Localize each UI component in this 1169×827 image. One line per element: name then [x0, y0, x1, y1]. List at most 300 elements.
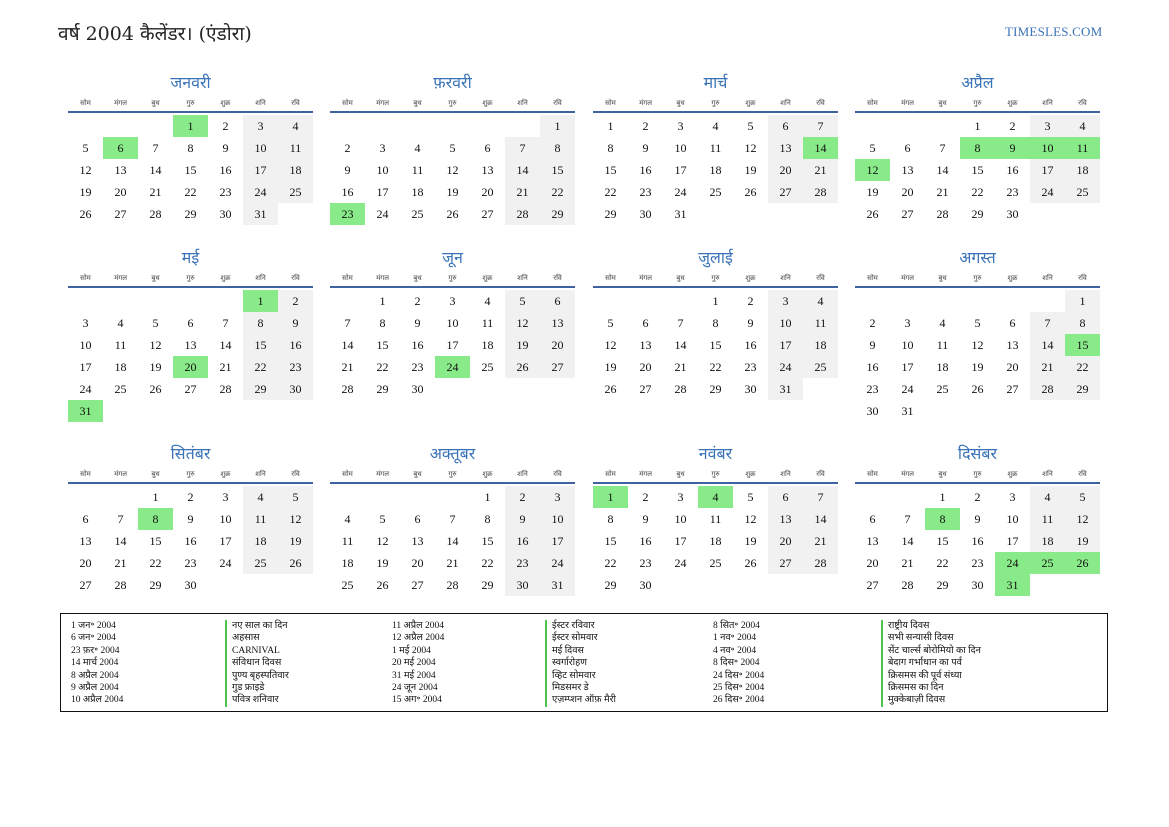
weekday-label: सोम [342, 99, 353, 107]
empty-cell [68, 290, 103, 312]
holiday-day-cell: 23 [330, 203, 365, 225]
day-cell: 15 [709, 338, 722, 352]
weekday-header [68, 94, 313, 111]
month-name: जनवरी [170, 73, 211, 92]
day-cell: 24 [768, 356, 803, 378]
day-cell: 28 [114, 578, 127, 592]
day-cell: 17 [1006, 534, 1019, 548]
holiday-day-cell: 11 [1065, 137, 1100, 159]
month-name: फ़रवरी [433, 73, 472, 92]
day-cell: 1 [379, 294, 386, 308]
empty-cell [925, 290, 960, 312]
month-calendar [855, 443, 1100, 596]
day-cell: 10 [446, 316, 459, 330]
weekday-header [330, 269, 575, 286]
holiday-date: 11 अप्रैल 2004 [392, 621, 445, 631]
day-cell: 18 [411, 185, 424, 199]
day-cell: 10 [79, 338, 92, 352]
day-cell: 18 [709, 534, 722, 548]
holiday-day-cell: 31 [995, 574, 1030, 596]
day-cell: 18 [803, 334, 838, 356]
day-cell: 15 [376, 338, 389, 352]
header-rule [68, 286, 313, 288]
weekday-label: गुरु [448, 274, 457, 282]
day-cell: 31 [540, 574, 575, 596]
empty-cell [68, 486, 103, 508]
empty-cell [138, 115, 173, 137]
weekday-label: गुरु [448, 99, 457, 107]
day-cell: 27 [540, 356, 575, 378]
day-cell: 20 [639, 360, 652, 374]
day-cell: 26 [971, 382, 984, 396]
weekday-label: शनि [780, 99, 791, 107]
empty-cell [103, 486, 138, 508]
holiday-name: नए साल का दिन [225, 620, 289, 632]
day-cell: 23 [971, 556, 984, 570]
day-cell: 21 [446, 556, 459, 570]
holiday-date: 1 मई 2004 [392, 645, 431, 656]
day-cell: 31 [243, 203, 278, 225]
day-cell: 3 [222, 490, 229, 504]
month-name: दिसंबर [957, 444, 998, 463]
holiday-date: 10 अप्रैल 2004 [71, 695, 124, 706]
day-cell: 30 [219, 207, 232, 221]
weekday-label: सोम [342, 470, 353, 478]
day-cell: 1 [152, 490, 159, 504]
day-cell: 2 [344, 141, 351, 155]
holiday-date: 6 जन॰ 2004 [71, 633, 116, 644]
weekday-header [330, 94, 575, 111]
day-cell: 22 [604, 556, 617, 570]
day-cell: 4 [243, 486, 278, 508]
day-cell: 18 [1030, 530, 1065, 552]
day-cell: 7 [677, 316, 684, 330]
day-cell: 6 [869, 512, 876, 526]
day-cell: 19 [744, 534, 757, 548]
day-cell: 8 [540, 137, 575, 159]
weekday-label: शुक्र [745, 99, 756, 107]
weekday-label: गुरु [973, 274, 982, 282]
day-cell: 2 [1009, 119, 1016, 133]
day-cell: 12 [1065, 508, 1100, 530]
day-cell: 21 [114, 556, 127, 570]
month-calendar [855, 247, 1100, 422]
day-cell: 13 [114, 163, 127, 177]
day-cell: 20 [411, 556, 424, 570]
holiday-date: 23 फ़र॰ 2004 [71, 645, 120, 656]
day-cell: 9 [187, 512, 194, 526]
empty-cell [400, 486, 435, 508]
day-cell: 26 [604, 382, 617, 396]
day-cell: 6 [540, 290, 575, 312]
weekday-label: रवि [553, 99, 562, 107]
weekday-label: रवि [553, 470, 562, 478]
day-cell: 29 [481, 578, 494, 592]
holiday-date: 8 अप्रैल 2004 [71, 670, 119, 681]
empty-cell [628, 290, 663, 312]
day-cell: 8 [607, 141, 614, 155]
empty-cell [173, 290, 208, 312]
day-cell: 25 [411, 207, 424, 221]
day-cell: 28 [803, 552, 838, 574]
month-calendar [68, 72, 313, 225]
day-cell: 7 [344, 316, 351, 330]
day-cell: 30 [184, 578, 197, 592]
weekday-header [68, 269, 313, 286]
day-cell: 14 [901, 534, 914, 548]
day-cell: 18 [114, 360, 127, 374]
month-calendar [330, 72, 575, 225]
day-cell: 11 [936, 338, 949, 352]
holiday-name: मिडसमर डे [545, 682, 616, 694]
weekday-label: बुध [938, 99, 947, 107]
page-title: वर्ष 2004 कैलेंडर। (एंडोरा) [58, 23, 252, 45]
weekday-label: शनि [780, 470, 791, 478]
holiday-date: 24 जून 2004 [392, 682, 438, 693]
day-cell: 29 [184, 207, 197, 221]
empty-cell [400, 115, 435, 137]
day-cell: 30 [639, 578, 652, 592]
day-cell: 25 [278, 181, 313, 203]
weekday-label: बुध [151, 274, 160, 282]
day-cell: 9 [278, 312, 313, 334]
day-cell: 2 [974, 490, 981, 504]
day-cell: 15 [243, 334, 278, 356]
holiday-date: 8 सित॰ 2004 [713, 621, 760, 631]
weekday-label: शुक्र [482, 99, 493, 107]
holiday-date: 31 मई 2004 [392, 670, 436, 681]
day-cell: 7 [1030, 312, 1065, 334]
month-calendar [855, 72, 1100, 225]
day-cell: 26 [744, 556, 757, 570]
day-cell: 2 [747, 294, 754, 308]
day-cell: 9 [344, 163, 351, 177]
day-cell: 18 [481, 338, 494, 352]
empty-cell [890, 486, 925, 508]
empty-cell [103, 290, 138, 312]
day-cell: 17 [219, 534, 232, 548]
day-cell: 10 [540, 508, 575, 530]
weekday-label: मंगल [376, 99, 389, 107]
weekday-header [593, 269, 838, 286]
holiday-day-cell: 6 [103, 137, 138, 159]
day-cell: 29 [149, 578, 162, 592]
day-cell: 4 [939, 316, 946, 330]
month-calendar [593, 443, 838, 596]
day-cell: 20 [901, 185, 914, 199]
day-cell: 3 [449, 294, 456, 308]
month-calendar [593, 247, 838, 400]
day-cell: 16 [639, 534, 652, 548]
day-cell: 18 [243, 530, 278, 552]
month-name: अगस्त [959, 248, 996, 267]
day-cell: 7 [222, 316, 229, 330]
day-cell: 22 [604, 185, 617, 199]
header-rule [593, 111, 838, 113]
day-cell: 29 [709, 382, 722, 396]
empty-cell [855, 115, 890, 137]
day-cell: 5 [379, 512, 386, 526]
day-cell: 27 [1006, 382, 1019, 396]
day-cell: 3 [677, 490, 684, 504]
weekday-label: मंगल [901, 274, 914, 282]
day-cell: 22 [481, 556, 494, 570]
day-cell: 22 [376, 360, 389, 374]
weekday-label: शनि [255, 274, 266, 282]
weekday-label: शुक्र [745, 274, 756, 282]
weekday-label: बुध [413, 99, 422, 107]
day-cell: 28 [446, 578, 459, 592]
weekday-label: सोम [80, 99, 91, 107]
day-cell: 20 [866, 556, 879, 570]
weekday-label: मंगल [376, 470, 389, 478]
day-cell: 29 [936, 578, 949, 592]
weekday-label: शुक्र [220, 470, 231, 478]
day-cell: 11 [481, 316, 494, 330]
empty-cell [855, 486, 890, 508]
holiday-date: 8 दिस॰ 2004 [713, 658, 760, 669]
day-cell: 5 [747, 119, 754, 133]
weekday-label: रवि [1078, 470, 1087, 478]
day-cell: 19 [505, 334, 540, 356]
holiday-date-column [713, 620, 764, 707]
day-cell: 8 [1065, 312, 1100, 334]
day-cell: 19 [744, 163, 757, 177]
day-cell: 27 [184, 382, 197, 396]
day-cell: 4 [414, 141, 421, 155]
day-cell: 21 [674, 360, 687, 374]
day-cell: 11 [341, 534, 354, 548]
holiday-date: 25 दिस॰ 2004 [713, 682, 765, 693]
day-cell: 13 [540, 312, 575, 334]
holiday-day-cell: 15 [1065, 334, 1100, 356]
day-cell: 20 [481, 185, 494, 199]
day-cell: 9 [414, 316, 421, 330]
day-cell: 13 [1006, 338, 1019, 352]
day-cell: 2 [187, 490, 194, 504]
day-cell: 13 [768, 508, 803, 530]
day-grid [330, 115, 575, 225]
day-cell: 19 [376, 556, 389, 570]
day-cell: 14 [936, 163, 949, 177]
holiday-date: 12 अप्रैल 2004 [392, 633, 445, 644]
day-cell: 21 [936, 185, 949, 199]
weekday-label: शुक्र [220, 274, 231, 282]
empty-cell [470, 115, 505, 137]
month-name: जून [442, 248, 463, 267]
day-cell: 6 [414, 512, 421, 526]
day-cell: 30 [411, 382, 424, 396]
weekday-label: सोम [605, 274, 616, 282]
day-cell: 20 [79, 556, 92, 570]
holiday-name: पुण्य बृहस्पतिवार [225, 670, 289, 682]
day-cell: 28 [341, 382, 354, 396]
holiday-day-cell: 9 [995, 137, 1030, 159]
weekday-label: बुध [676, 274, 685, 282]
day-cell: 9 [222, 141, 229, 155]
day-cell: 23 [1006, 185, 1019, 199]
holiday-name: राष्ट्रीय दिवस [881, 620, 981, 632]
day-cell: 12 [278, 508, 313, 530]
holiday-name-column [545, 620, 616, 707]
day-cell: 14 [219, 338, 232, 352]
day-cell: 30 [744, 382, 757, 396]
weekday-label: रवि [291, 470, 300, 478]
day-cell: 16 [184, 534, 197, 548]
holiday-name-column [881, 620, 981, 707]
holiday-date: 15 अग॰ 2004 [392, 695, 442, 706]
weekday-label: सोम [342, 274, 353, 282]
weekday-label: शुक्र [220, 99, 231, 107]
day-cell: 16 [505, 530, 540, 552]
day-cell: 16 [866, 360, 879, 374]
holiday-name: CARNIVAL [225, 645, 289, 657]
header-rule [855, 286, 1100, 288]
holiday-day-cell: 8 [925, 508, 960, 530]
day-cell: 16 [278, 334, 313, 356]
month-calendar [68, 247, 313, 422]
day-cell: 2 [642, 490, 649, 504]
day-cell: 17 [79, 360, 92, 374]
day-grid [68, 115, 313, 225]
day-cell: 13 [184, 338, 197, 352]
weekday-label: सोम [605, 470, 616, 478]
day-cell: 2 [505, 486, 540, 508]
holiday-day-cell: 24 [995, 552, 1030, 574]
day-cell: 23 [866, 382, 879, 396]
day-cell: 17 [446, 338, 459, 352]
day-cell: 23 [639, 185, 652, 199]
holiday-name: क्रिसमस की पूर्व संध्या [881, 670, 981, 682]
day-grid [855, 115, 1100, 225]
empty-cell [855, 290, 890, 312]
weekday-label: शुक्र [745, 470, 756, 478]
day-cell: 29 [971, 207, 984, 221]
day-cell: 22 [709, 360, 722, 374]
day-cell: 17 [243, 159, 278, 181]
holiday-date: 1 नव॰ 2004 [713, 633, 757, 644]
empty-cell [365, 115, 400, 137]
day-cell: 21 [1030, 356, 1065, 378]
day-grid [330, 486, 575, 596]
day-cell: 17 [376, 185, 389, 199]
weekday-label: रवि [291, 99, 300, 107]
weekday-label: शनि [517, 470, 528, 478]
day-cell: 1 [607, 119, 614, 133]
day-cell: 3 [768, 290, 803, 312]
weekday-label: गुरु [186, 470, 195, 478]
day-cell: 1 [540, 115, 575, 137]
day-cell: 17 [674, 163, 687, 177]
day-cell: 2 [414, 294, 421, 308]
day-cell: 5 [1065, 486, 1100, 508]
day-cell: 3 [1030, 115, 1065, 137]
day-cell: 23 [184, 556, 197, 570]
weekday-label: रवि [1078, 99, 1087, 107]
day-cell: 7 [939, 141, 946, 155]
month-calendar [330, 247, 575, 400]
day-cell: 14 [1030, 334, 1065, 356]
day-cell: 27 [411, 578, 424, 592]
day-grid [593, 486, 838, 596]
weekday-label: मंगल [114, 470, 127, 478]
weekday-label: मंगल [639, 274, 652, 282]
day-cell: 6 [82, 512, 89, 526]
day-cell: 23 [744, 360, 757, 374]
day-cell: 14 [674, 338, 687, 352]
day-cell: 20 [114, 185, 127, 199]
empty-cell [330, 290, 365, 312]
day-cell: 20 [1006, 360, 1019, 374]
weekday-label: सोम [867, 470, 878, 478]
day-cell: 1 [1065, 290, 1100, 312]
day-cell: 13 [79, 534, 92, 548]
header-rule [593, 286, 838, 288]
day-cell: 8 [607, 512, 614, 526]
day-cell: 16 [1006, 163, 1019, 177]
day-cell: 5 [152, 316, 159, 330]
holiday-day-cell: 26 [1065, 552, 1100, 574]
empty-cell [663, 290, 698, 312]
day-cell: 28 [803, 181, 838, 203]
header-rule [855, 482, 1100, 484]
day-cell: 3 [379, 141, 386, 155]
day-cell: 27 [901, 207, 914, 221]
day-cell: 17 [540, 530, 575, 552]
holiday-day-cell: 14 [803, 137, 838, 159]
day-cell: 8 [243, 312, 278, 334]
day-cell: 19 [278, 530, 313, 552]
day-cell: 16 [744, 338, 757, 352]
weekday-label: मंगल [639, 99, 652, 107]
day-cell: 29 [604, 207, 617, 221]
day-cell: 20 [540, 334, 575, 356]
holiday-name: बेदाग गर्भाधान का पर्व [881, 657, 981, 669]
day-cell: 10 [219, 512, 232, 526]
day-cell: 14 [114, 534, 127, 548]
holiday-name: अहसास [225, 632, 289, 644]
weekday-label: शनि [255, 470, 266, 478]
day-cell: 21 [149, 185, 162, 199]
day-cell: 5 [974, 316, 981, 330]
day-cell: 2 [642, 119, 649, 133]
day-cell: 21 [803, 159, 838, 181]
holiday-date: 20 मई 2004 [392, 658, 436, 669]
day-cell: 1 [974, 119, 981, 133]
day-cell: 11 [114, 338, 127, 352]
weekday-label: मंगल [901, 99, 914, 107]
day-cell: 19 [149, 360, 162, 374]
weekday-label: बुध [413, 470, 422, 478]
holiday-date: 9 अप्रैल 2004 [71, 682, 119, 693]
header-rule [330, 286, 575, 288]
site-link[interactable]: TIMESLES.COM [1005, 24, 1103, 39]
holiday-name: ईस्टर सोमवार [545, 632, 616, 644]
day-cell: 12 [79, 163, 92, 177]
holiday-date: 1 जन॰ 2004 [71, 621, 116, 631]
weekday-label: बुध [151, 470, 160, 478]
day-cell: 11 [709, 141, 722, 155]
holiday-day-cell: 20 [173, 356, 208, 378]
day-cell: 1 [712, 294, 719, 308]
holiday-list [60, 613, 1108, 712]
weekday-header [593, 465, 838, 482]
day-cell: 25 [481, 360, 494, 374]
empty-cell [330, 115, 365, 137]
day-cell: 24 [540, 552, 575, 574]
holiday-name: गुड फ्राइडे [225, 682, 289, 694]
holiday-day-cell: 4 [698, 486, 733, 508]
